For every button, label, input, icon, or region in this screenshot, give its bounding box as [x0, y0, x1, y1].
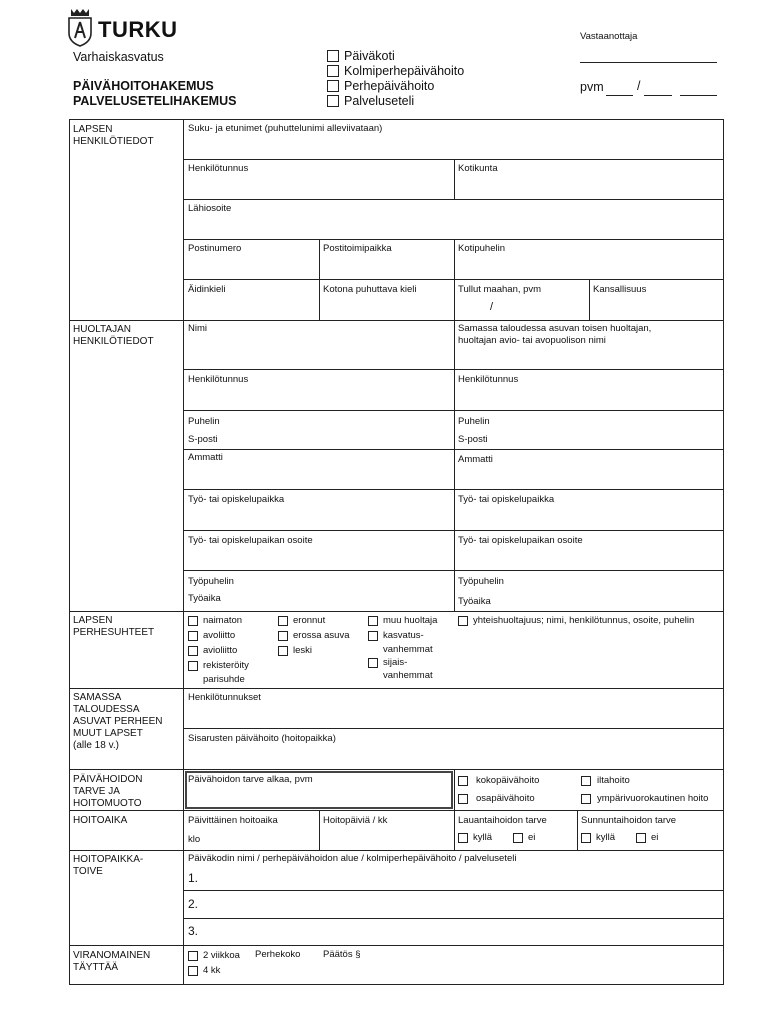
- child-home-phone-field[interactable]: Kotipuhelin: [458, 243, 506, 254]
- spouse-work-phone-field[interactable]: Työpuhelin: [458, 576, 504, 587]
- option-label: Kolmiperhepäivähoito: [344, 64, 465, 78]
- child-ssn-field[interactable]: Henkilötunnus: [188, 163, 249, 174]
- family-option-sijaisvanhemmat[interactable]: [368, 657, 407, 668]
- spouse-phone-field[interactable]: Puhelin: [458, 416, 490, 427]
- checkbox[interactable]: [188, 646, 198, 656]
- recipient-label: Vastaanottaja: [580, 31, 638, 42]
- option-label: naimaton: [203, 615, 243, 626]
- checkbox[interactable]: [188, 661, 198, 671]
- spouse-workplace-field[interactable]: Työ- tai opiskelupaikka: [458, 494, 555, 505]
- child-municipality-field[interactable]: Kotikunta: [458, 163, 498, 174]
- family-option-kasvatusvanhemmat[interactable]: [368, 630, 424, 641]
- clock-label: klo: [188, 834, 201, 845]
- option-label: ei: [528, 832, 536, 843]
- checkbox[interactable]: [458, 833, 468, 843]
- checkbox[interactable]: [636, 833, 646, 843]
- checkbox[interactable]: [368, 631, 378, 641]
- daily-care-time-field[interactable]: Päivittäinen hoitoaika: [188, 815, 278, 826]
- checkbox[interactable]: [188, 966, 198, 976]
- spouse-work-address-field[interactable]: Työ- tai opiskelupaikan osoite: [458, 535, 583, 546]
- logo-text: TURKU: [98, 17, 178, 42]
- date-month-field[interactable]: [644, 95, 672, 96]
- guardian-work-hours-field[interactable]: Työaika: [188, 593, 221, 604]
- checkbox[interactable]: [327, 65, 339, 77]
- guardian-email-field[interactable]: S-posti: [188, 434, 218, 445]
- child-address-field[interactable]: Lähiosoite: [188, 203, 232, 214]
- care-option-evening[interactable]: [581, 775, 630, 786]
- family-option-avioliitto[interactable]: [188, 645, 237, 656]
- option-label: 4 kk: [203, 965, 221, 976]
- family-option-eronnut[interactable]: [278, 615, 325, 626]
- section-wish-label: [73, 854, 143, 878]
- label-line: MUUT LAPSET: [73, 728, 143, 739]
- decision-field[interactable]: Päätös §: [323, 949, 361, 960]
- spouse-name-label-2[interactable]: huoltajan avio- tai avopuolison nimi: [458, 335, 606, 346]
- child-nationality-field[interactable]: Kansallisuus: [593, 284, 647, 295]
- option-label: ei: [651, 832, 659, 843]
- child-home-language-field[interactable]: Kotona puhuttava kieli: [323, 284, 417, 295]
- option-label: avioliitto: [203, 645, 238, 656]
- option-label: ympärivuorokautinen hoito: [597, 793, 709, 804]
- sunday-yes[interactable]: [581, 832, 615, 843]
- option-label: erossa asuva: [293, 630, 350, 641]
- column-divider: [183, 119, 184, 985]
- family-option-avoliitto[interactable]: [188, 630, 235, 641]
- city-crest-icon: [67, 7, 93, 47]
- family-size-field[interactable]: Perhekoko: [255, 949, 301, 960]
- arrival-date-separator: /: [490, 301, 494, 313]
- option-label: eronnut: [293, 615, 326, 626]
- checkbox[interactable]: [458, 616, 468, 626]
- option-label: Perhepäivähoito: [344, 79, 435, 93]
- option-label: Päiväkoti: [344, 49, 395, 63]
- care-option-part-day[interactable]: [458, 793, 535, 804]
- saturday-care-label: Lauantaihoidon tarve: [458, 815, 547, 826]
- option-label: sijais-: [383, 657, 408, 668]
- child-postal-code-field[interactable]: Postinumero: [188, 243, 242, 254]
- label-line: TARVE JA: [73, 786, 120, 797]
- sunday-care-label: Sunnuntaihoidon tarve: [581, 815, 677, 826]
- option-label-cont: parisuhde: [203, 674, 245, 685]
- checkbox[interactable]: [188, 631, 198, 641]
- option-label: kyllä: [473, 832, 493, 843]
- checkbox[interactable]: [513, 833, 523, 843]
- family-option-naimaton[interactable]: [188, 615, 242, 626]
- spouse-email-field[interactable]: S-posti: [458, 434, 488, 445]
- option-label: rekisteröity: [203, 660, 249, 671]
- option-label: 2 viikkoa: [203, 950, 240, 961]
- family-option-muu-huoltaja[interactable]: [368, 615, 437, 626]
- option-label: leski: [293, 645, 313, 656]
- checkbox[interactable]: [188, 616, 198, 626]
- checkbox[interactable]: [458, 794, 468, 804]
- spouse-occupation-field[interactable]: Ammatti: [458, 454, 493, 465]
- saturday-yes[interactable]: [458, 832, 492, 843]
- family-option-rekisteroity[interactable]: [188, 660, 249, 671]
- date-day-field[interactable]: [606, 95, 633, 96]
- option-label: iltahoito: [597, 775, 630, 786]
- wish-choice-3[interactable]: 3.: [188, 924, 199, 938]
- child-post-office-field[interactable]: Postitoimipaikka: [323, 243, 392, 254]
- sunday-no[interactable]: [636, 832, 658, 843]
- section-siblings-label: [73, 692, 162, 752]
- care-option-kolmiperhe[interactable]: [327, 64, 464, 78]
- checkbox[interactable]: [278, 631, 288, 641]
- guardian-ssn-field[interactable]: Henkilötunnus: [188, 374, 249, 385]
- family-option-joint-custody[interactable]: [458, 615, 694, 626]
- child-arrival-date-field[interactable]: Tullut maahan, pvm: [458, 284, 542, 295]
- recipient-field[interactable]: [580, 62, 717, 63]
- checkbox[interactable]: [368, 616, 378, 626]
- checkbox[interactable]: [327, 50, 339, 62]
- label-line: (alle 18 v.): [73, 740, 119, 751]
- label-line: SAMASSA: [73, 692, 122, 703]
- section-guardian-label: HUOLTAJAN HENKILÖTIEDOT: [73, 324, 154, 347]
- label-line: HOITOMUOTO: [73, 798, 142, 809]
- date-label: pvm: [580, 80, 604, 94]
- form-title-2: PALVELUSETELIHAKEMUS: [73, 94, 237, 108]
- label-line: TALOUDESSA: [73, 704, 140, 715]
- guardian-work-address-field[interactable]: Työ- tai opiskelupaikan osoite: [188, 535, 313, 546]
- option-label: yhteishuoltajuus; nimi, henkilötunnus, osoite, puhelin: [473, 615, 695, 626]
- care-option-perhepaivahoito[interactable]: [327, 79, 434, 93]
- date-year-field[interactable]: [680, 95, 717, 96]
- guardian-workplace-field[interactable]: Työ- tai opiskelupaikka: [188, 494, 285, 505]
- label-line: TÄYTTÄÄ: [73, 962, 119, 973]
- option-label: osapäivähoito: [476, 793, 535, 804]
- checkbox[interactable]: [368, 658, 378, 668]
- guardian-phone-field[interactable]: Puhelin: [188, 416, 220, 427]
- label-line: HOITOPAIKKA-: [73, 854, 144, 865]
- siblings-ssn-field[interactable]: Henkilötunnukset: [188, 692, 261, 703]
- checkbox[interactable]: [327, 95, 339, 107]
- spouse-work-hours-field[interactable]: Työaika: [458, 596, 491, 607]
- wish-choice-1[interactable]: 1.: [188, 871, 199, 885]
- care-days-field[interactable]: Hoitopäiviä / kk: [323, 815, 388, 826]
- option-label: avoliitto: [203, 630, 236, 641]
- checkbox[interactable]: [327, 80, 339, 92]
- department-label: Varhaiskasvatus: [73, 50, 164, 64]
- label-line: VIRANOMAINEN: [73, 950, 151, 961]
- checkbox[interactable]: [188, 951, 198, 961]
- spouse-ssn-field[interactable]: Henkilötunnus: [458, 374, 519, 385]
- option-label-cont: vanhemmat: [383, 644, 433, 655]
- child-mother-tongue-field[interactable]: Äidinkieli: [188, 284, 226, 295]
- guardian-work-phone-field[interactable]: Työpuhelin: [188, 576, 234, 587]
- option-label: muu huoltaja: [383, 615, 438, 626]
- siblings-care-field[interactable]: Sisarusten päivähoito (hoitopaikka): [188, 733, 336, 744]
- checkbox[interactable]: [581, 833, 591, 843]
- care-option-palveluseteli[interactable]: [327, 94, 414, 108]
- label-line: PÄIVÄHOIDON: [73, 774, 143, 785]
- option-label: kasvatus-: [383, 630, 424, 641]
- family-option-erossa-asuva[interactable]: [278, 630, 350, 641]
- saturday-no[interactable]: [513, 832, 535, 843]
- option-label-cont: vanhemmat: [383, 670, 433, 681]
- wish-choice-2[interactable]: 2.: [188, 897, 199, 911]
- section-care-need-label: [73, 774, 142, 810]
- care-option-paivakoti[interactable]: [327, 49, 395, 63]
- official-four-months[interactable]: [188, 965, 220, 976]
- official-two-weeks[interactable]: [188, 950, 240, 961]
- care-option-round-clock[interactable]: [581, 793, 708, 804]
- option-label: kokopäivähoito: [476, 775, 540, 786]
- checkbox[interactable]: [278, 616, 288, 626]
- section-care-time-label: HOITOAIKA: [73, 815, 128, 826]
- section-official-label: [73, 950, 150, 974]
- option-label: Palveluseteli: [344, 94, 415, 108]
- checkbox[interactable]: [278, 646, 288, 656]
- date-separator: /: [637, 79, 641, 93]
- child-name-field[interactable]: Suku- ja etunimet (puhuttelunimi alleviivataan): [188, 123, 383, 134]
- label-line: ASUVAT PERHEEN: [73, 716, 163, 727]
- guardian-occupation-field[interactable]: Ammatti: [188, 452, 223, 463]
- spouse-name-label-1[interactable]: Samassa taloudessa asuvan toisen huoltajan,: [458, 323, 652, 334]
- section-child-label: LAPSEN HENKILÖTIEDOT: [73, 124, 154, 147]
- option-label: kyllä: [596, 832, 616, 843]
- checkbox[interactable]: [458, 776, 468, 786]
- section-family-label: LAPSEN PERHESUHTEET: [73, 615, 155, 638]
- checkbox[interactable]: [581, 776, 591, 786]
- label-line: TOIVE: [73, 866, 103, 877]
- guardian-name-field[interactable]: Nimi: [188, 323, 207, 334]
- care-option-full-day[interactable]: [458, 775, 539, 786]
- family-option-leski[interactable]: [278, 645, 312, 656]
- checkbox[interactable]: [581, 794, 591, 804]
- wish-header: Päiväkodin nimi / perhepäivähoidon alue / kolmiperhepäivähoito / palveluseteli: [188, 853, 517, 864]
- care-start-label: Päivähoidon tarve alkaa, pvm: [188, 774, 313, 785]
- form-title-1: PÄIVÄHOITOHAKEMUS: [73, 79, 214, 93]
